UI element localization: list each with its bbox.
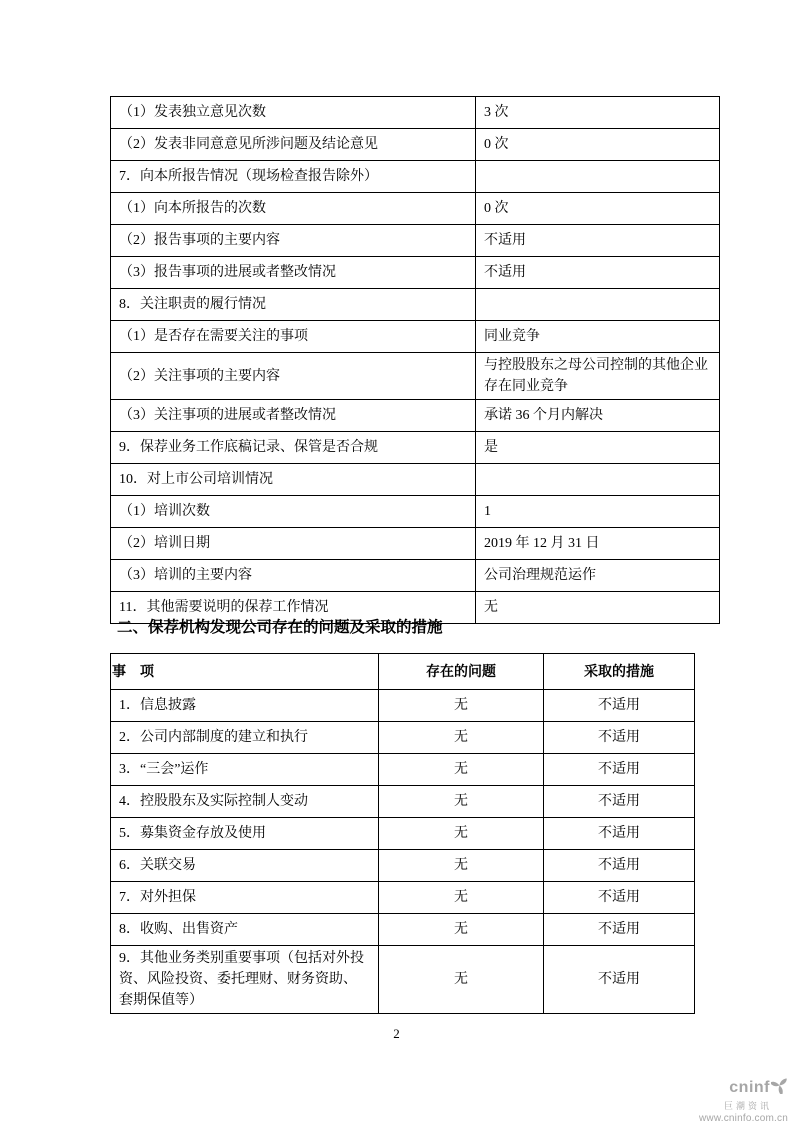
item-label-cell: （2）培训日期 xyxy=(111,528,476,560)
item-label-cell: 9．保荐业务工作底稿记录、保管是否合规 xyxy=(111,432,476,464)
section-heading: 二、保荐机构发现公司存在的问题及采取的措施 xyxy=(117,619,443,636)
table-row xyxy=(111,754,695,786)
item-label-cell: （2）发表非同意意见所涉问题及结论意见 xyxy=(111,129,476,161)
problem-cell: 无 xyxy=(379,818,544,850)
measure-cell: 不适用 xyxy=(544,722,695,754)
item-cell: 6．关联交易 xyxy=(111,850,379,882)
item-label-cell: 7．向本所报告情况（现场检查报告除外） xyxy=(111,161,476,193)
column-header-problem: 存在的问题 xyxy=(379,654,544,690)
measure-cell: 不适用 xyxy=(544,946,695,1014)
item-cell: 1．信息披露 xyxy=(111,690,379,722)
problem-cell: 无 xyxy=(379,690,544,722)
measure-cell: 不适用 xyxy=(544,850,695,882)
problem-cell: 无 xyxy=(379,946,544,1014)
column-header-measure: 采取的措施 xyxy=(544,654,695,690)
table-row xyxy=(111,850,695,882)
table-row xyxy=(111,786,695,818)
item-label-cell: （3）培训的主要内容 xyxy=(111,560,476,592)
table-row xyxy=(111,722,695,754)
item-label-cell: （1）发表独立意见次数 xyxy=(111,97,476,129)
table-row xyxy=(111,528,720,560)
item-cell: 4．控股股东及实际控制人变动 xyxy=(111,786,379,818)
column-header-item: 事 项 xyxy=(111,654,379,690)
item-value-cell: 0 次 xyxy=(476,129,720,161)
item-value-cell: 无 xyxy=(476,592,720,624)
cninfo-logo-row xyxy=(688,1077,788,1098)
item-cell: 7．对外担保 xyxy=(111,882,379,914)
problem-cell: 无 xyxy=(379,882,544,914)
table-row xyxy=(111,225,720,257)
problem-cell: 无 xyxy=(379,786,544,818)
table-row xyxy=(111,560,720,592)
item-value-cell: 2019 年 12 月 31 日 xyxy=(476,528,720,560)
cninfo-logo-subtitle: 巨潮资讯 xyxy=(723,1101,772,1111)
page-number: 2 xyxy=(393,1026,400,1041)
item-value-cell: 0 次 xyxy=(476,193,720,225)
measure-cell: 不适用 xyxy=(544,786,695,818)
table-header-row xyxy=(111,654,695,690)
table-row xyxy=(111,97,720,129)
cninfo-swirl-icon xyxy=(770,1077,788,1098)
table-row xyxy=(111,257,720,289)
item-label-cell: （3）报告事项的进展或者整改情况 xyxy=(111,257,476,289)
item-cell: 2．公司内部制度的建立和执行 xyxy=(111,722,379,754)
item-label-cell: （3）关注事项的进展或者整改情况 xyxy=(111,400,476,432)
item-label-cell: 10．对上市公司培训情况 xyxy=(111,464,476,496)
item-label-cell: （2）报告事项的主要内容 xyxy=(111,225,476,257)
item-cell: 9．其他业务类别重要事项（包括对外投资、风险投资、委托理财、财务资助、套期保值等） xyxy=(111,946,379,1014)
table-row xyxy=(111,882,695,914)
item-label-cell: （1）向本所报告的次数 xyxy=(111,193,476,225)
cninfo-logo-url: www.cninfo.com.cn xyxy=(699,1113,788,1122)
item-value-cell: 不适用 xyxy=(476,257,720,289)
table-row xyxy=(111,432,720,464)
item-cell: 8．收购、出售资产 xyxy=(111,914,379,946)
item-cell: 3．“三会”运作 xyxy=(111,754,379,786)
table-row xyxy=(111,464,720,496)
item-value-cell: 同业竞争 xyxy=(476,321,720,353)
item-value-cell: 与控股股东之母公司控制的其他企业存在同业竞争 xyxy=(476,353,720,400)
table-row xyxy=(111,818,695,850)
measure-cell: 不适用 xyxy=(544,818,695,850)
problem-cell: 无 xyxy=(379,754,544,786)
item-value-cell: 承诺 36 个月内解决 xyxy=(476,400,720,432)
table-row xyxy=(111,946,695,1014)
problem-cell: 无 xyxy=(379,914,544,946)
table-row xyxy=(111,193,720,225)
item-value-cell: 1 xyxy=(476,496,720,528)
item-value-cell xyxy=(476,464,720,496)
item-value-cell xyxy=(476,161,720,193)
item-label-cell: （1）是否存在需要关注的事项 xyxy=(111,321,476,353)
table-row xyxy=(111,321,720,353)
measure-cell: 不适用 xyxy=(544,914,695,946)
item-label-cell: （2）关注事项的主要内容 xyxy=(111,353,476,400)
table-row xyxy=(111,161,720,193)
table-row xyxy=(111,400,720,432)
sponsor-work-table xyxy=(110,96,720,624)
table-row xyxy=(111,129,720,161)
table-row xyxy=(111,914,695,946)
item-value-cell: 3 次 xyxy=(476,97,720,129)
table-row xyxy=(111,496,720,528)
item-cell: 5．募集资金存放及使用 xyxy=(111,818,379,850)
item-value-cell: 不适用 xyxy=(476,225,720,257)
cninfo-logo xyxy=(688,1077,788,1122)
item-value-cell: 公司治理规范运作 xyxy=(476,560,720,592)
table-row xyxy=(111,289,720,321)
problem-cell: 无 xyxy=(379,722,544,754)
table-row xyxy=(111,690,695,722)
measure-cell: 不适用 xyxy=(544,690,695,722)
problem-cell: 无 xyxy=(379,850,544,882)
measure-cell: 不适用 xyxy=(544,882,695,914)
item-label-cell: 11．其他需要说明的保荐工作情况 xyxy=(111,592,476,624)
measure-cell: 不适用 xyxy=(544,754,695,786)
item-label-cell: 8．关注职责的履行情况 xyxy=(111,289,476,321)
table-row xyxy=(111,353,720,400)
item-value-cell: 是 xyxy=(476,432,720,464)
problems-measures-table xyxy=(110,653,695,1014)
item-label-cell: （1）培训次数 xyxy=(111,496,476,528)
item-value-cell xyxy=(476,289,720,321)
cninfo-logo-text: cninf xyxy=(729,1078,770,1096)
